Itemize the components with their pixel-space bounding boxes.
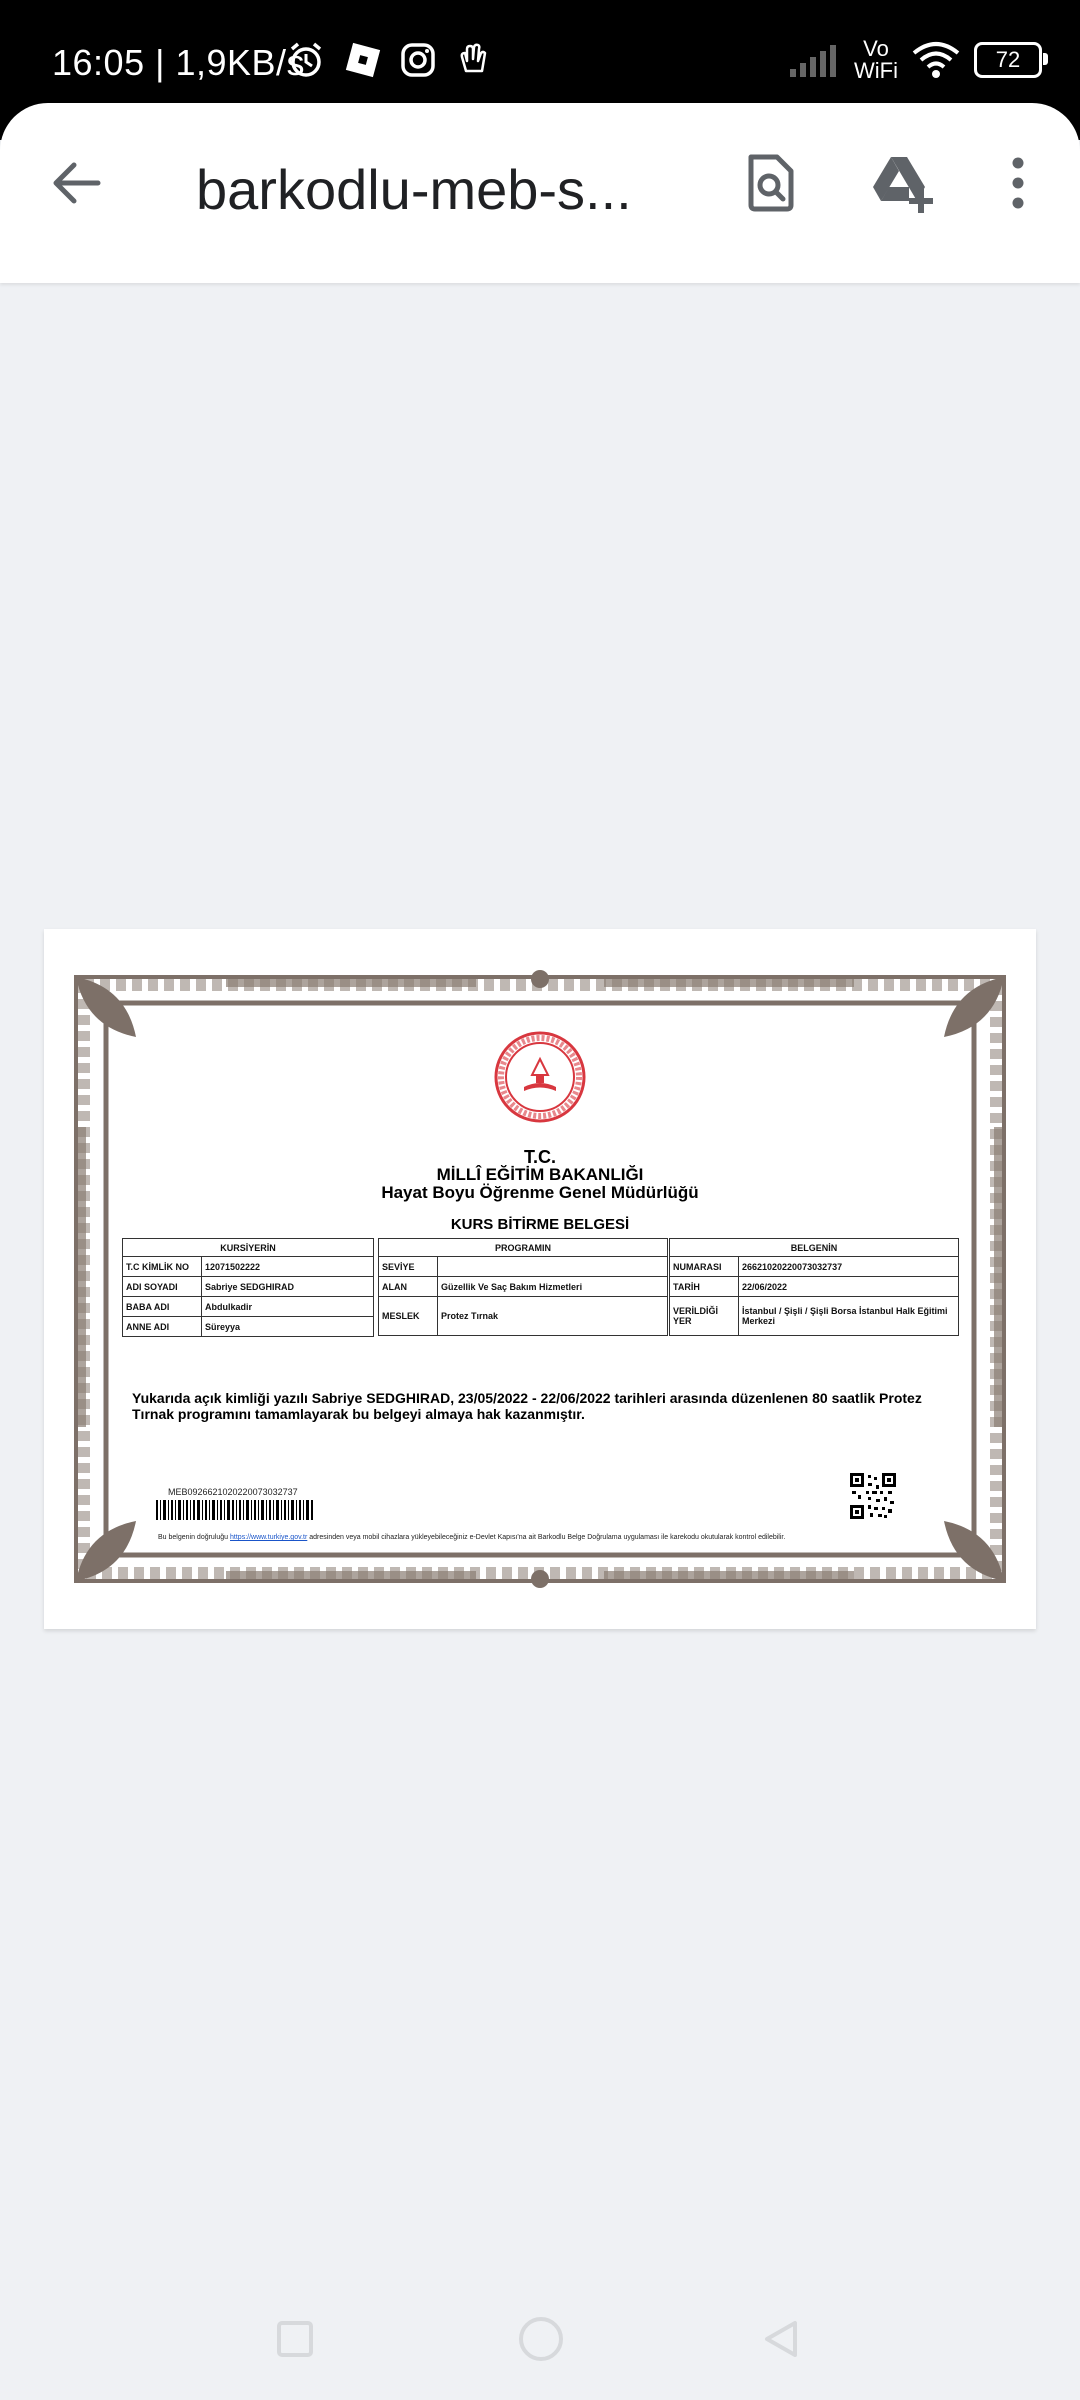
footnote-pre: Bu belgenin doğruluğu [158, 1534, 229, 1541]
system-nav-bar [0, 2290, 1080, 2382]
belge-header: BELGENİN [670, 1239, 959, 1257]
table-row [670, 1297, 959, 1336]
roblox-icon [344, 41, 382, 79]
document-title: barkodlu-meb-s... [196, 158, 632, 221]
program-label: MESLEK [379, 1297, 438, 1336]
belge-label: NUMARASI [670, 1257, 739, 1277]
kursiyer-value: Süreyya [202, 1317, 374, 1337]
home-circle-icon [517, 2315, 565, 2363]
kursiyer-label: T.C KİMLİK NO [123, 1257, 202, 1277]
belge-value: İstanbul / Şişli / Şişli Borsa İstanbul Halk Eğitimi Merkezi [739, 1297, 959, 1336]
table-row [123, 1257, 374, 1277]
gesture-icon [454, 41, 492, 79]
belge-table [669, 1238, 959, 1336]
instagram-icon [400, 42, 436, 78]
find-in-document-icon [745, 153, 797, 213]
home-button[interactable] [516, 2314, 566, 2364]
program-label: SEVİYE [379, 1257, 438, 1277]
kursiyer-label: BABA ADI [123, 1297, 202, 1317]
table-row [670, 1257, 959, 1277]
kursiyer-label: ADI SOYADI [123, 1277, 202, 1297]
program-table [378, 1238, 668, 1336]
app-bar [0, 103, 1080, 283]
program-value: Güzellik Ve Saç Bakım Hizmetleri [438, 1277, 668, 1297]
signal-icon [788, 43, 840, 77]
table-row [379, 1277, 668, 1297]
recents-square-icon [276, 2320, 314, 2358]
alarm-icon [286, 40, 326, 80]
barcode-number: MEB0926621020220073032737 [168, 1487, 298, 1497]
battery-icon [974, 42, 1042, 78]
recents-button[interactable] [270, 2314, 320, 2364]
battery-level: 72 [995, 47, 1021, 72]
cert-heading: KURS BİTİRME BELGESİ [450, 1216, 630, 1233]
meb-seal-logo [494, 1031, 586, 1123]
status-system-icons [788, 38, 1042, 82]
find-in-document-button[interactable] [735, 147, 807, 219]
belge-label: TARİH [670, 1277, 739, 1297]
back-arrow-icon [50, 157, 102, 209]
table-row [123, 1317, 374, 1337]
table-row [670, 1277, 959, 1297]
cert-line-ministry: MİLLÎ EĞİTİM BAKANLIĞI [436, 1165, 644, 1184]
program-label: ALAN [379, 1277, 438, 1297]
belge-label: VERİLDİĞİ YER [670, 1297, 739, 1336]
kursiyer-header: KURSİYERİN [123, 1239, 374, 1257]
program-header: PROGRAMIN [379, 1239, 668, 1257]
program-value: Protez Tırnak [438, 1297, 668, 1336]
status-notification-icons [286, 40, 492, 80]
kursiyer-value: 12071502222 [202, 1257, 374, 1277]
kursiyer-label: ANNE ADI [123, 1317, 202, 1337]
table-row [379, 1257, 668, 1277]
program-value [438, 1257, 668, 1277]
certificate-statement: Yukarıda açık kimliği yazılı Sabriye SEDGHIRAD, 23/05/2022 - 22/06/2022 tarihleri arasında düzenlenen 80 saatlik Protez Tırnak programını tamamlayarak bu belgeyi almaya hak kazanmıştır. [132, 1390, 922, 1422]
turkiye-gov-link[interactable]: https://www.turkiye.gov.tr [230, 1534, 308, 1541]
qr-code[interactable] [850, 1473, 896, 1519]
document-page[interactable] [44, 929, 1036, 1629]
belge-value: 22/06/2022 [739, 1277, 959, 1297]
status-time-speed: 16:05 | 1,9KB/s [52, 42, 306, 83]
add-to-drive-icon [869, 153, 935, 213]
kursiyer-table [122, 1238, 374, 1337]
vowifi-indicator [854, 38, 898, 82]
cert-line-directorate: Hayat Boyu Öğrenme Genel Müdürlüğü [381, 1183, 699, 1202]
table-row [123, 1277, 374, 1297]
vowifi-top: Vo [863, 36, 889, 61]
verification-footnote [158, 1534, 785, 1541]
kursiyer-value: Sabriye SEDGHIRAD [202, 1277, 374, 1297]
barcode-image [156, 1500, 316, 1520]
cert-line-tc: T.C. [523, 1147, 556, 1167]
more-options-button[interactable] [982, 147, 1054, 219]
wifi-icon [912, 41, 960, 79]
belge-value: 26621020220073032737 [739, 1257, 959, 1277]
more-vert-icon [1008, 157, 1028, 209]
kursiyer-value: Abdulkadir [202, 1297, 374, 1317]
vowifi-bottom: WiFi [854, 58, 898, 83]
back-triangle-icon [761, 2319, 801, 2359]
nav-back-button[interactable] [756, 2314, 806, 2364]
table-row [123, 1297, 374, 1317]
back-button[interactable] [44, 151, 108, 215]
footnote-post: adresinden veya mobil cihazlara yükleyebileceğiniz e-Devlet Kapısı'na ait Barkodlu Belge Doğrulama uygulaması ile karekodu okutularak kontrol edilebilir. [309, 1534, 786, 1541]
add-to-drive-button[interactable] [866, 147, 938, 219]
table-row [379, 1297, 668, 1336]
